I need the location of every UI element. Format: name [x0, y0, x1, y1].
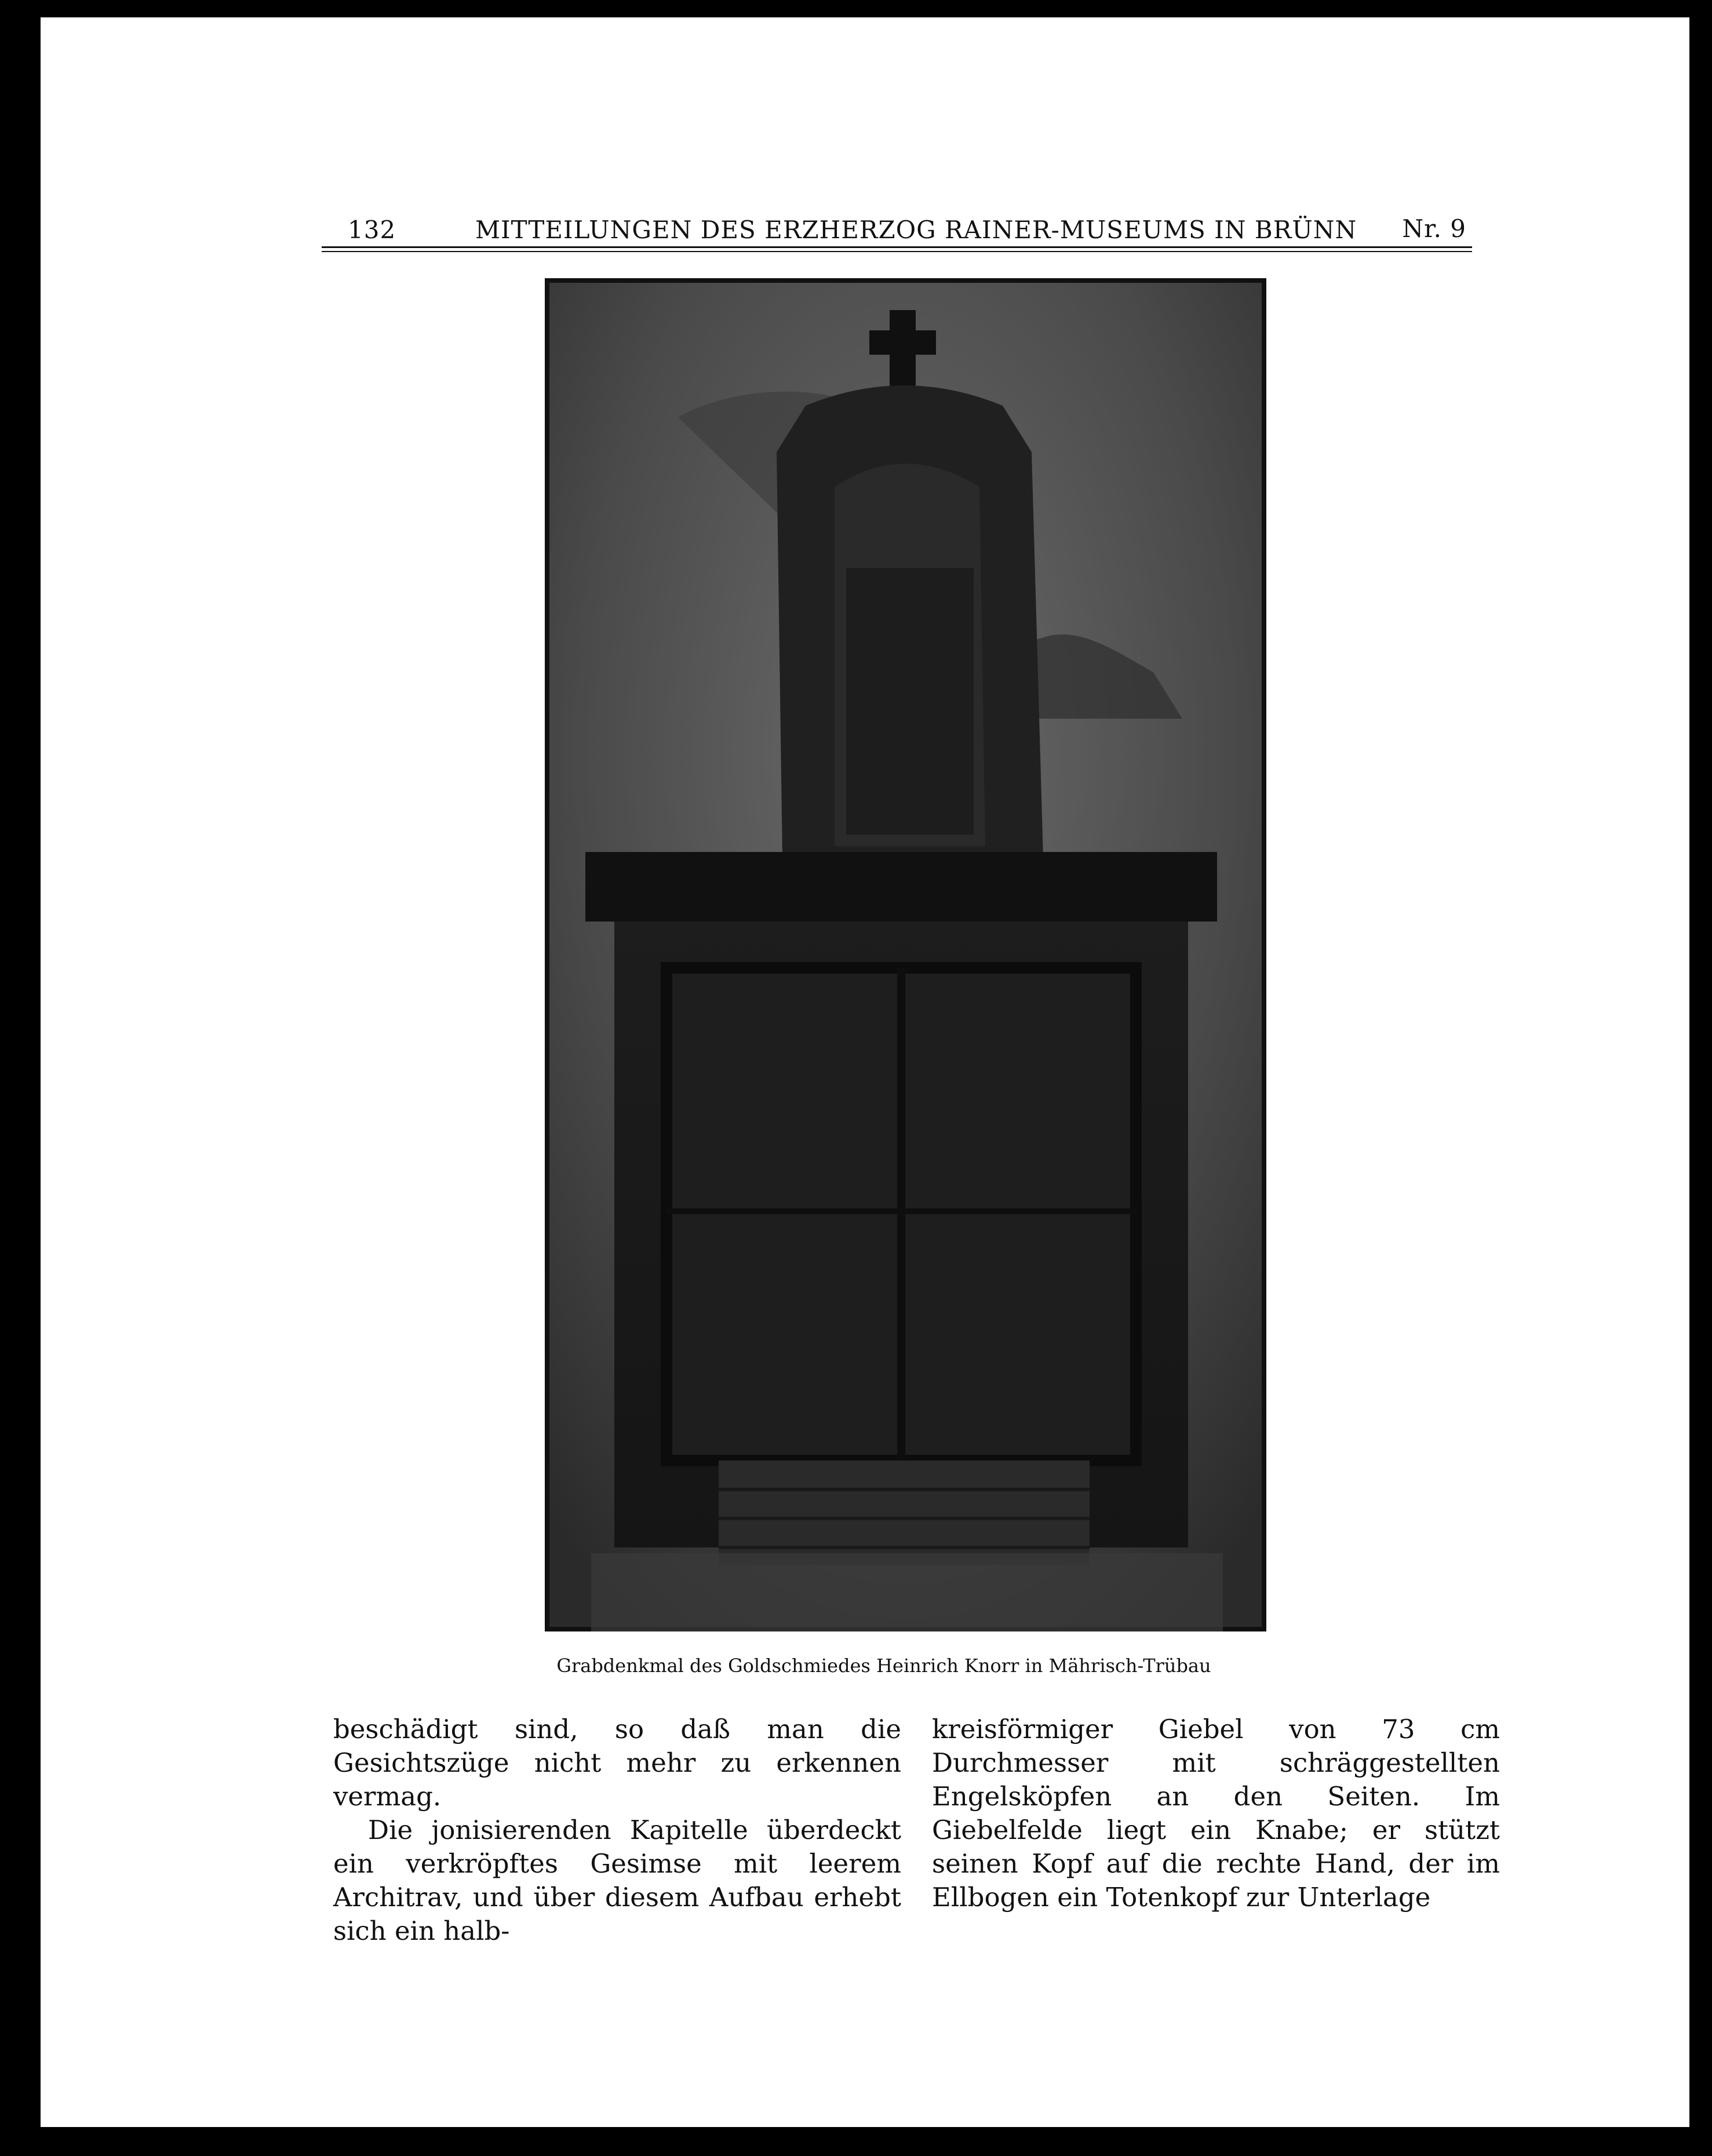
body-column-right [932, 1713, 1500, 1914]
tomb-monument-photo [545, 278, 1266, 1631]
photo-illustration [545, 278, 1266, 1631]
paragraph: kreisförmiger Giebel von 73 cm Durchmesser mit schräggestellten Engelsköpfen an den Seiten. Im Giebelfelde liegt ein Knabe; er stützt seinen Kopf auf die rechte Hand, der im Ellbogen ein Totenkopf zur Unterlage [932, 1714, 1500, 1913]
journal-title: MITTEILUNGEN DES ERZHERZOG RAINER-MUSEUMS IN BRÜNN [475, 216, 1357, 244]
issue-number: Nr. 9 [1402, 214, 1466, 243]
page-number: 132 [348, 216, 396, 244]
header-rule-thin [322, 251, 1472, 252]
running-header [316, 209, 1472, 249]
scan-edge [1689, 0, 1712, 2156]
header-rule [322, 246, 1472, 248]
paragraph: Die jonisierenden Kapitelle überdeckt ein verkröpftes Gesimse mit leerem Architrav, und über diesem Aufbau erhebt sich ein halb- [333, 1815, 901, 1946]
figure-caption: Grabdenkmal des Goldschmiedes Heinrich Knorr in Mährisch-Trübau [556, 1655, 1211, 1677]
paragraph: beschädigt sind, so daß man die Gesichtszüge nicht mehr zu erkennen vermag. [333, 1714, 901, 1812]
body-column-left [333, 1713, 901, 1948]
